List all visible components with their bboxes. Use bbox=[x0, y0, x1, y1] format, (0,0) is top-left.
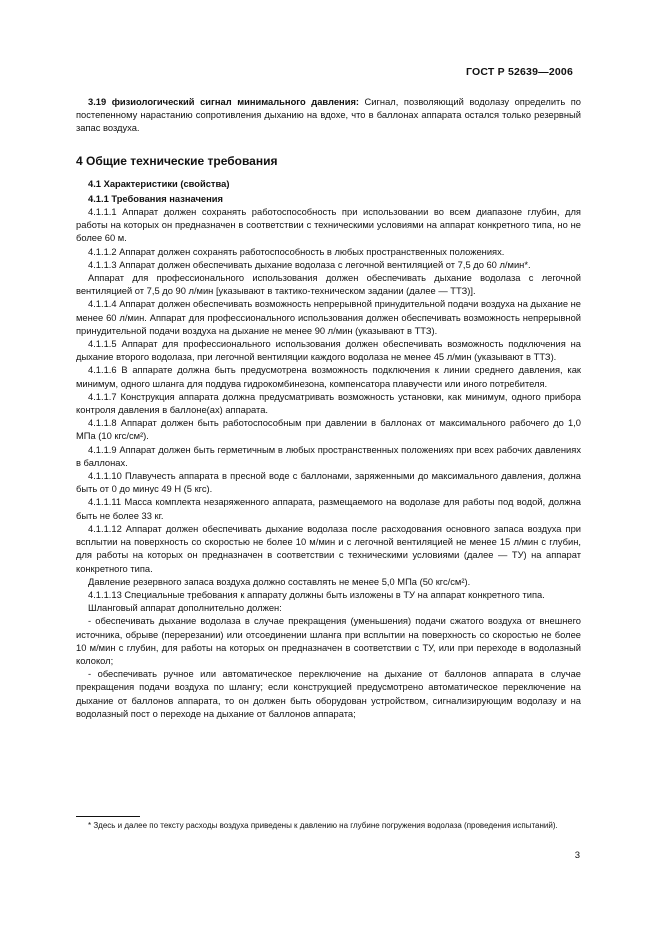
clause-3-19-term: 3.19 физиологический сигнал минимального давления: bbox=[88, 97, 360, 107]
paragraph: 4.1.1.2 Аппарат должен сохранять работоспособность в любых пространственных положениях. bbox=[88, 246, 505, 257]
subsection-4-1-heading: 4.1 Характеристики (свойства) bbox=[88, 178, 230, 189]
paragraph: 4.1.1.7 Конструкция аппарата должна предусматривать возможность установки, как минимум, одного прибора контроля давления в баллоне(ах) аппарата. bbox=[76, 391, 581, 416]
footnote bbox=[76, 820, 581, 832]
paragraph: 4.1.1.4 Аппарат должен обеспечивать возможность непрерывной принудительной подачи воздуха на дыхание не менее 60 л/мин. Аппарат для профессионального использования должен обеспечивать возможность непрерывной принудительной подачи воздуха на дыхание не менее 90 л/мин (указывают в ТТЗ). bbox=[76, 299, 581, 336]
footnote-text: * Здесь и далее по тексту расходы воздуха приведены к давлению на глубине погружения водолаза (проведения испытаний). bbox=[88, 821, 558, 830]
page-number: 3 bbox=[574, 850, 580, 861]
list-item: - обеспечивать дыхание водолаза в случае прекращения (уменьшения) подачи сжатого воздуха от внешнего источника, обрыве (перерезании) или отсоединении шланга при всплытии на поверхность со скоростью не более 10 м/мин с глубин, для работы на которых он предназначен в соответствии с ТУ, или при переходе в водолазный колокол; bbox=[76, 616, 581, 666]
paragraph: Шланговый аппарат дополнительно должен: bbox=[88, 603, 282, 614]
document-code-header: ГОСТ Р 52639—2006 bbox=[465, 66, 573, 78]
paragraph: 4.1.1.9 Аппарат должен быть герметичным в любых пространственных положениях при всех рабочих давлениях в баллонах. bbox=[76, 444, 581, 468]
subsection-4-1-1-heading: 4.1.1 Требования назначения bbox=[88, 193, 223, 204]
paragraph: 4.1.1.11 Масса комплекта незаряженного аппарата, размещаемого на водолазе для работы под водой, должна быть не более 33 кг. bbox=[76, 497, 581, 521]
footnote-separator bbox=[76, 816, 140, 817]
paragraph: 4.1.1.12 Аппарат должен обеспечивать дыхание водолаза после расходования основного запаса воздуха при всплытии на поверхность со скоростью не более 10 м/мин и с легочной вентиляцией не менее 15 л/мин с глубин, для работы на которых он предназначен в соответствии с техническими условиями (далее — ТУ) на аппарат конкретного типа. bbox=[76, 523, 581, 574]
paragraph: 4.1.1.13 Специальные требования к аппарату должны быть изложены в ТУ на аппарат конкретного типа. bbox=[88, 589, 545, 600]
paragraph: 4.1.1.5 Аппарат для профессионального использования должен обеспечивать возможность подключения на дыхание второго водолаза, при легочной вентиляции каждого водолаза не менее 45 л/мин (указывают в ТТЗ). bbox=[76, 339, 581, 363]
paragraph: 4.1.1.3 Аппарат должен обеспечивать дыхание водолаза с легочной вентиляцией от 7,5 до 60 л/мин*. bbox=[88, 259, 531, 270]
paragraph: 4.1.1.10 Плавучесть аппарата в пресной воде с баллонами, заряженными до максимального давления, должна быть от 0 до минус 49 Н (5 кгс). bbox=[76, 471, 581, 495]
paragraph: 4.1.1.8 Аппарат должен быть работоспособным при давлении в баллонах от максимального рабочего до 1,0 МПа (10 кгс/см²). bbox=[76, 418, 581, 442]
section-4-heading: 4 Общие технические требования bbox=[76, 153, 278, 168]
paragraph: 4.1.1.1 Аппарат должен сохранять работоспособность при использовании во всем диапазоне глубин, для работы на которых он предназначен в соответствии с техническими условиями на аппарат конкретного типа, но не более 60 м. bbox=[76, 207, 581, 244]
list-item: - обеспечивать ручное или автоматическое переключение на дыхание от баллонов аппарата в случае прекращения подачи воздуха по шлангу; если конструкцией предусмотрено автоматическое переключение на дыхание от баллонов аппарата, то он должен быть оборудован устройством, сигнализирующим водолазу и на водолазный пост о переходе на дыхание от баллонов аппарата; bbox=[76, 669, 581, 719]
page-body bbox=[76, 96, 581, 721]
paragraph: Аппарат для профессионального использования должен обеспечивать дыхание водолаза с легочной вентиляцией от 7,5 до 90 л/мин [указывают в тактико-техническом задании (далее — ТТЗ)]. bbox=[76, 273, 581, 297]
clause-3-19 bbox=[76, 96, 581, 136]
paragraph: Давление резервного запаса воздуха должно составлять не менее 5,0 МПа (50 кгс/см²). bbox=[88, 576, 471, 587]
clause-3-19-text: Сигнал, позволяющий водолазу определить по постепенному нарастанию сопротивления дыханию на вдохе, что в баллонах аппарата остался только резервный запас воздуха. bbox=[76, 97, 581, 134]
paragraph: 4.1.1.6 В аппарате должна быть предусмотрена возможность подключения к линии среднего давления, как минимум, одного шланга для поддува гидрокомбинезона, компенсатора плавучести или иного потребителя. bbox=[76, 365, 581, 389]
